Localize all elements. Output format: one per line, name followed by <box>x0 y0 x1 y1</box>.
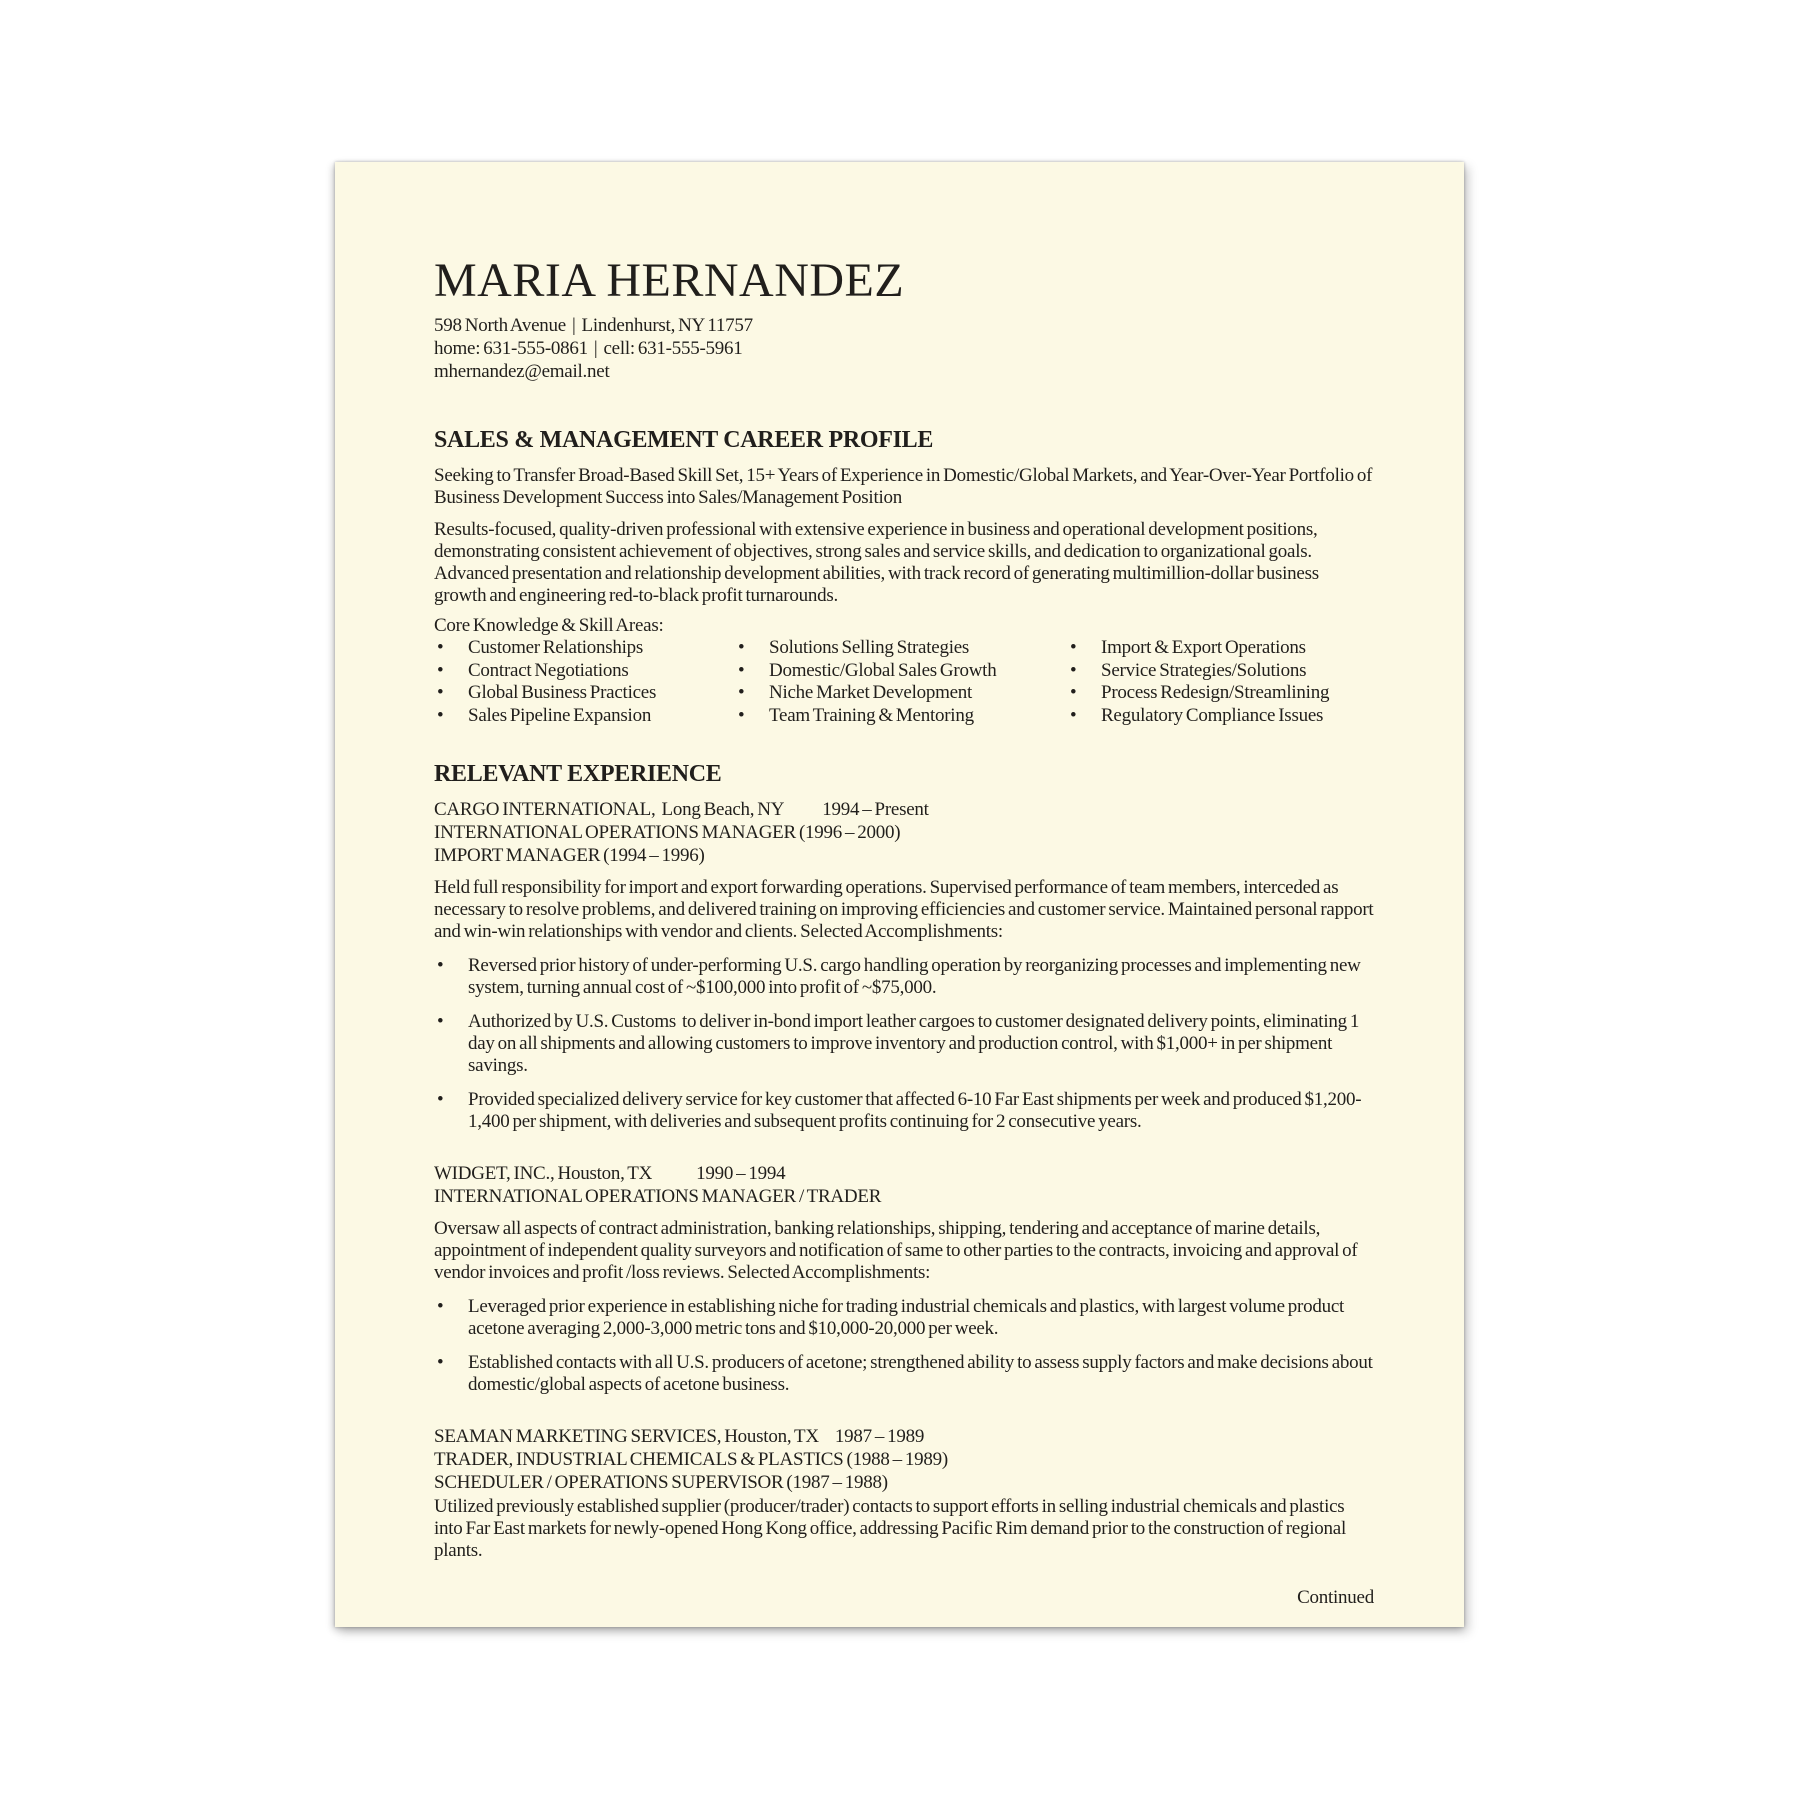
employment-dates: 1987 – 1989 <box>834 1426 925 1447</box>
section-heading-career-profile: SALES & MANAGEMENT CAREER PROFILE <box>434 427 934 453</box>
company-name: SEAMAN MARKETING SERVICES, Houston, TX <box>434 1426 819 1447</box>
company-name: CARGO INTERNATIONAL, Long Beach, NY <box>434 799 785 820</box>
address-line: 598 North Avenue | Lindenhurst, NY 11757 <box>434 315 753 336</box>
job-title: TRADER, INDUSTRIAL CHEMICALS & PLASTICS (1988 – 1989) <box>434 1449 948 1470</box>
job-description: Oversaw all aspects of contract administration, banking relationships, shipping, tendering and acceptance of marine details, appointment of independent quality surveyors and notification of same to other parties to the contracts, invoicing and approval of vendor invoices and profit /loss reviews. Selected Accomplishments: <box>434 1218 1361 1283</box>
skill-item: • Regulatory Compliance Issues <box>1067 705 1374 728</box>
profile-subtitle: Seeking to Transfer Broad-Based Skill Set, 15+ Years of Experience in Domestic/Global Markets, and Year-Over-Year Portfolio of Business Development Success into Sales/Management Position <box>434 465 1376 508</box>
profile-summary: Results-focused, quality-driven professional with extensive experience in business and operational development positions, demonstrating consistent achievement of objectives, strong sales and service skills, and dedication to organizational goals. Advanced presentation and relationship development abilities, with track record of generating multimillion-dollar business growth and engineering red-to-black profit turnarounds. <box>434 519 1322 606</box>
company-line <box>434 798 1374 821</box>
skill-item: • Sales Pipeline Expansion <box>434 705 735 728</box>
skill-item: • Import & Export Operations <box>1067 637 1374 660</box>
contact-block <box>434 314 1374 383</box>
skill-item: • Service Strategies/Solutions <box>1067 660 1374 683</box>
continued-label: Continued <box>1297 1587 1374 1608</box>
accomplishment-bullet: • Authorized by U.S. Customs to deliver in-bond import leather cargoes to customer designated delivery points, eliminating 1 day on all shipments and allowing customers to improve inventory and production control, with $1,000+ in per shipment savings. <box>434 1011 1374 1077</box>
skill-item: • Process Redesign/Streamlining <box>1067 682 1374 705</box>
skill-item: • Team Training & Mentoring <box>735 705 1067 728</box>
person-name: MARIA HERNANDEZ <box>434 254 905 307</box>
job-title: INTERNATIONAL OPERATIONS MANAGER / TRADER <box>434 1186 882 1207</box>
skill-item: • Domestic/Global Sales Growth <box>735 660 1067 683</box>
employment-dates: 1994 – Present <box>822 799 929 820</box>
resume-document <box>335 162 1464 1627</box>
skill-item: • Solutions Selling Strategies <box>735 637 1067 660</box>
company-line <box>434 1162 1374 1185</box>
skill-item: • Global Business Practices <box>434 682 735 705</box>
email-line: mhernandez@email.net <box>434 361 610 382</box>
job-title: SCHEDULER / OPERATIONS SUPERVISOR (1987 – 1988) <box>434 1472 888 1493</box>
job-entry <box>434 1162 1374 1396</box>
job-entry <box>434 798 1377 1133</box>
skill-item: • Contract Negotiations <box>434 660 735 683</box>
accomplishment-bullet: • Reversed prior history of under-performing U.S. cargo handling operation by reorganizing processes and implementing new system, turning annual cost of ~$100,000 into profit of ~$75,000. <box>434 955 1374 999</box>
accomplishment-bullet: • Established contacts with all U.S. producers of acetone; strengthened ability to assess supply factors and make decisions about domestic/global aspects of acetone business. <box>434 1352 1374 1396</box>
job-description: Utilized previously established supplier (producer/trader) contacts to support efforts in selling industrial chemicals and plastics into Far East markets for newly-opened Hong Kong office, addressing Pacific Rim demand prior to the construction of regional plants. <box>434 1496 1349 1561</box>
job-title: INTERNATIONAL OPERATIONS MANAGER (1996 – 2000) <box>434 822 901 843</box>
skill-item: • Customer Relationships <box>434 637 735 660</box>
skills-grid <box>434 637 1374 727</box>
accomplishment-bullet: • Provided specialized delivery service for key customer that affected 6-10 Far East shipments per week and produced $1,200-1,400 per shipment, with deliveries and subsequent profits continuing for 2 consecutive years. <box>434 1089 1374 1133</box>
accomplishment-bullet: • Leveraged prior experience in establishing niche for trading industrial chemicals and plastics, with largest volume product acetone averaging 2,000-3,000 metric tons and $10,000-20,000 per week. <box>434 1296 1374 1340</box>
employment-dates: 1990 – 1994 <box>696 1163 786 1184</box>
company-name: WIDGET, INC., Houston, TX <box>434 1163 653 1184</box>
skill-item: • Niche Market Development <box>735 682 1067 705</box>
job-entry <box>434 1425 1374 1562</box>
job-description: Held full responsibility for import and export forwarding operations. Supervised performance of team members, interceded as necessary to resolve problems, and delivered training on improving efficiencies and customer service. Maintained personal rapport and win-win relationships with vendor and clients. Selected Accomplishments: <box>434 877 1377 942</box>
job-title: IMPORT MANAGER (1994 – 1996) <box>434 845 705 866</box>
section-heading-relevant-experience: RELEVANT EXPERIENCE <box>434 761 722 787</box>
phone-line: home: 631-555-0861 | cell: 631-555-5961 <box>434 338 743 359</box>
skills-label: Core Knowledge & Skill Areas: <box>434 615 664 636</box>
company-line <box>434 1425 1374 1448</box>
